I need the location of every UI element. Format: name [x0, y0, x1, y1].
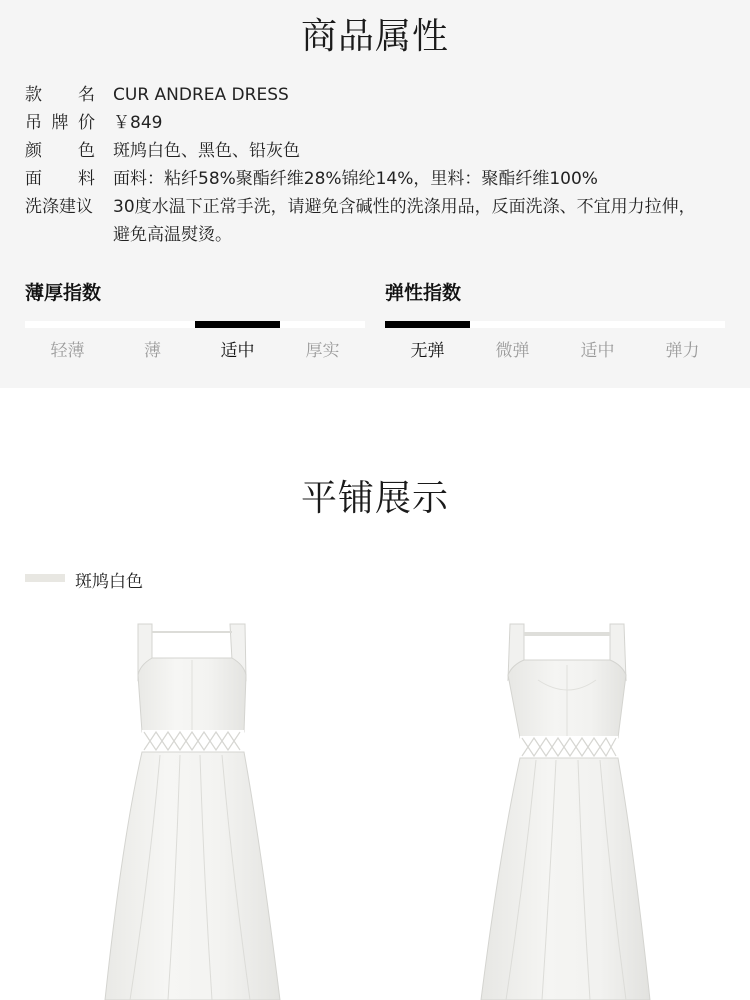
thickness-title: 薄厚指数: [25, 282, 102, 304]
elasticity-scale-bar: [385, 321, 725, 328]
attr-value-name: CUR ANDREA DRESS: [113, 85, 289, 105]
elasticity-seg-3: [640, 321, 725, 328]
flat-lay-title: 平铺展示: [300, 478, 449, 519]
elasticity-option-0: 无弹: [410, 341, 445, 361]
attr-label-care: 洗涤建议: [25, 197, 93, 217]
color-swatch: [25, 574, 65, 582]
thickness-option-0: 轻薄: [50, 341, 85, 361]
attr-label-name: 款 名: [25, 85, 95, 105]
attr-label-fabric: 面 料: [25, 169, 95, 189]
dress-front-image: [100, 620, 285, 1000]
elasticity-option-1: 微弹: [495, 341, 530, 361]
thickness-labels: [25, 336, 365, 362]
attr-label-tag-price: 吊 牌 价: [25, 113, 95, 133]
elasticity-seg-1: [470, 321, 555, 328]
elasticity-title: 弹性指数: [385, 282, 462, 304]
thickness-seg-0: [25, 321, 110, 328]
thickness-seg-2: [195, 321, 280, 328]
attr-value-color: 斑鸠白色、黑色、铅灰色: [113, 141, 300, 161]
elasticity-labels: [385, 336, 725, 362]
thickness-scale-bar: [25, 321, 365, 328]
thickness-option-3: 厚实: [305, 341, 340, 361]
attr-value-fabric: 面料：粘纤58%聚酯纤维28%锦纶14%，里料：聚酯纤维100%: [113, 169, 598, 189]
color-swatch-label: 斑鸠白色: [75, 572, 143, 592]
elasticity-option-3: 弹力: [665, 341, 700, 361]
elasticity-seg-2: [555, 321, 640, 328]
attr-value-tag-price: ￥849: [113, 113, 163, 133]
attributes-title: 商品属性: [300, 16, 449, 57]
elasticity-option-2: 适中: [580, 341, 615, 361]
product-attributes-section: [0, 0, 750, 388]
thickness-option-2: 适中: [220, 341, 255, 361]
thickness-seg-3: [280, 321, 365, 328]
attr-label-color: 颜 色: [25, 141, 95, 161]
attr-value-care: 30度水温下正常手洗，请避免含碱性的洗涤用品，反面洗涤、不宜用力拉伸，避免高温熨烫。: [113, 197, 696, 245]
thickness-seg-1: [110, 321, 195, 328]
thickness-option-1: 薄: [144, 341, 161, 361]
dress-back-image: [478, 620, 663, 1000]
elasticity-seg-0: [385, 321, 470, 328]
